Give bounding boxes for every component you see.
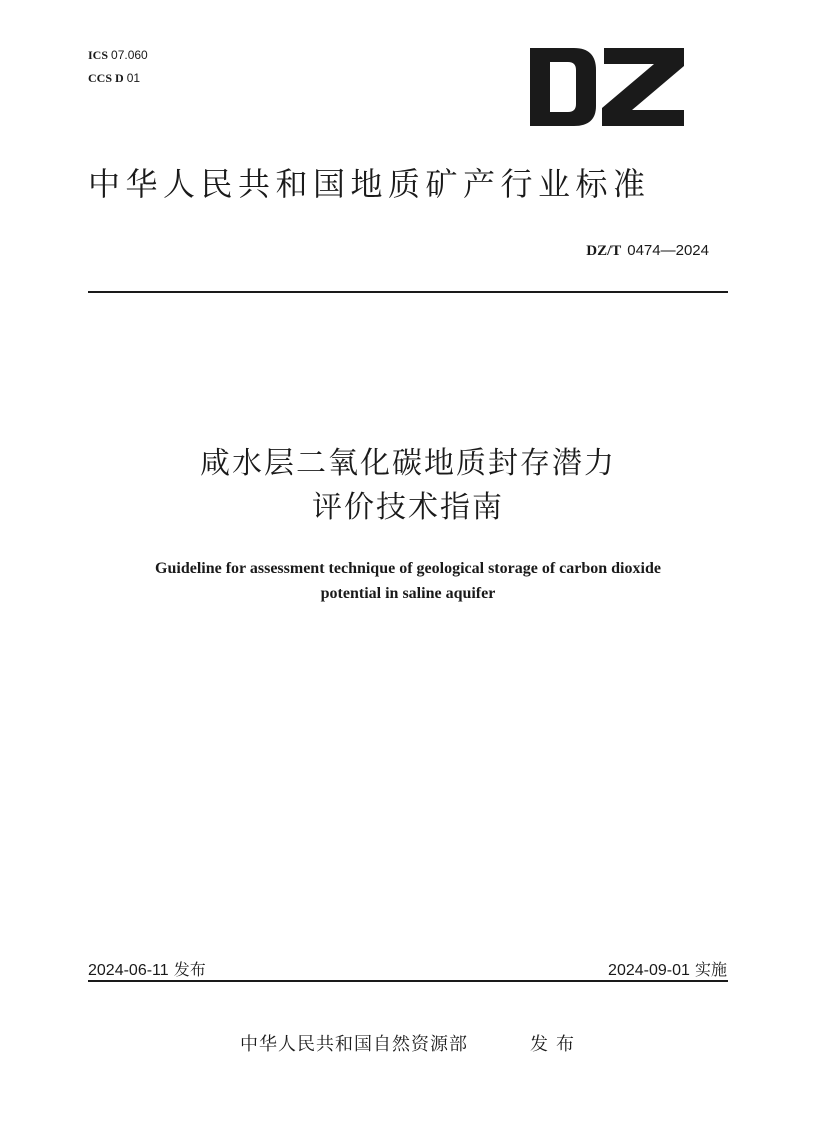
issuing-action: 发布	[530, 1034, 582, 1055]
logo-letter-z	[602, 48, 684, 126]
document-title-line-1: 咸水层二氧化碳地质封存潜力	[200, 446, 616, 481]
issuing-authority: 中华人民共和国自然资源部	[240, 1034, 468, 1055]
standard-code	[586, 240, 709, 261]
top-divider	[88, 291, 728, 293]
ccs-code	[88, 71, 140, 85]
logo-letter-d	[530, 48, 596, 126]
issue-date-label: 发布	[173, 960, 206, 979]
ics-label: ICS	[88, 48, 109, 62]
ccs-label: CCS	[88, 71, 113, 85]
ccs-value-prefix: D	[115, 71, 124, 85]
document-title-line-2: 评价技术指南	[312, 490, 504, 525]
ics-code	[88, 48, 148, 62]
issue-date	[88, 960, 206, 981]
standard-category: 中华人民共和国地质矿产行业标准	[88, 165, 651, 203]
english-title-line-1: Guideline for assessment technique of geological storage of carbon dioxide	[155, 560, 661, 577]
issue-date-value: 2024-06-11	[88, 962, 169, 979]
bottom-divider	[88, 980, 728, 982]
standard-code-prefix: DZ/T	[586, 243, 622, 259]
effective-date	[608, 960, 727, 981]
ics-value: 07.060	[111, 48, 148, 62]
standard-code-number: 0474—2024	[627, 242, 709, 259]
ccs-value: 01	[126, 71, 141, 85]
dz-logo	[530, 40, 686, 132]
english-title-line-2: potential in saline aquifer	[320, 585, 496, 602]
effective-date-label: 实施	[694, 960, 727, 979]
effective-date-value: 2024-09-01	[608, 962, 690, 979]
